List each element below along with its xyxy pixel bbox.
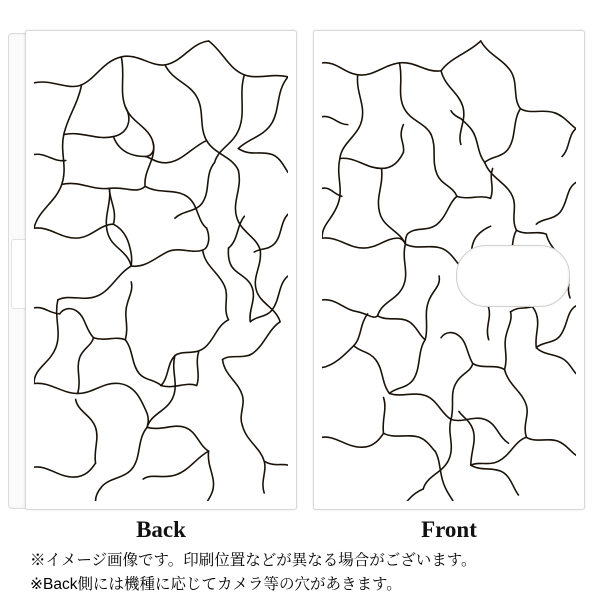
- panel-front: [313, 30, 585, 510]
- camera-cutout: [456, 245, 570, 307]
- caption-front: Front: [421, 517, 477, 542]
- caption-back: Back: [136, 517, 186, 542]
- crackle-pattern-back-icon: [34, 39, 288, 501]
- note-line-2: ※Back側には機種に応じてカメラ等の穴があきます。: [30, 576, 402, 593]
- notes-block: [30, 549, 580, 597]
- panel-back: [25, 30, 297, 510]
- panel-front-surface: [322, 39, 576, 501]
- panel-back-surface: [34, 39, 288, 501]
- note-line-1: ※イメージ画像です。印刷位置などが異なる場合がございます。: [30, 552, 477, 569]
